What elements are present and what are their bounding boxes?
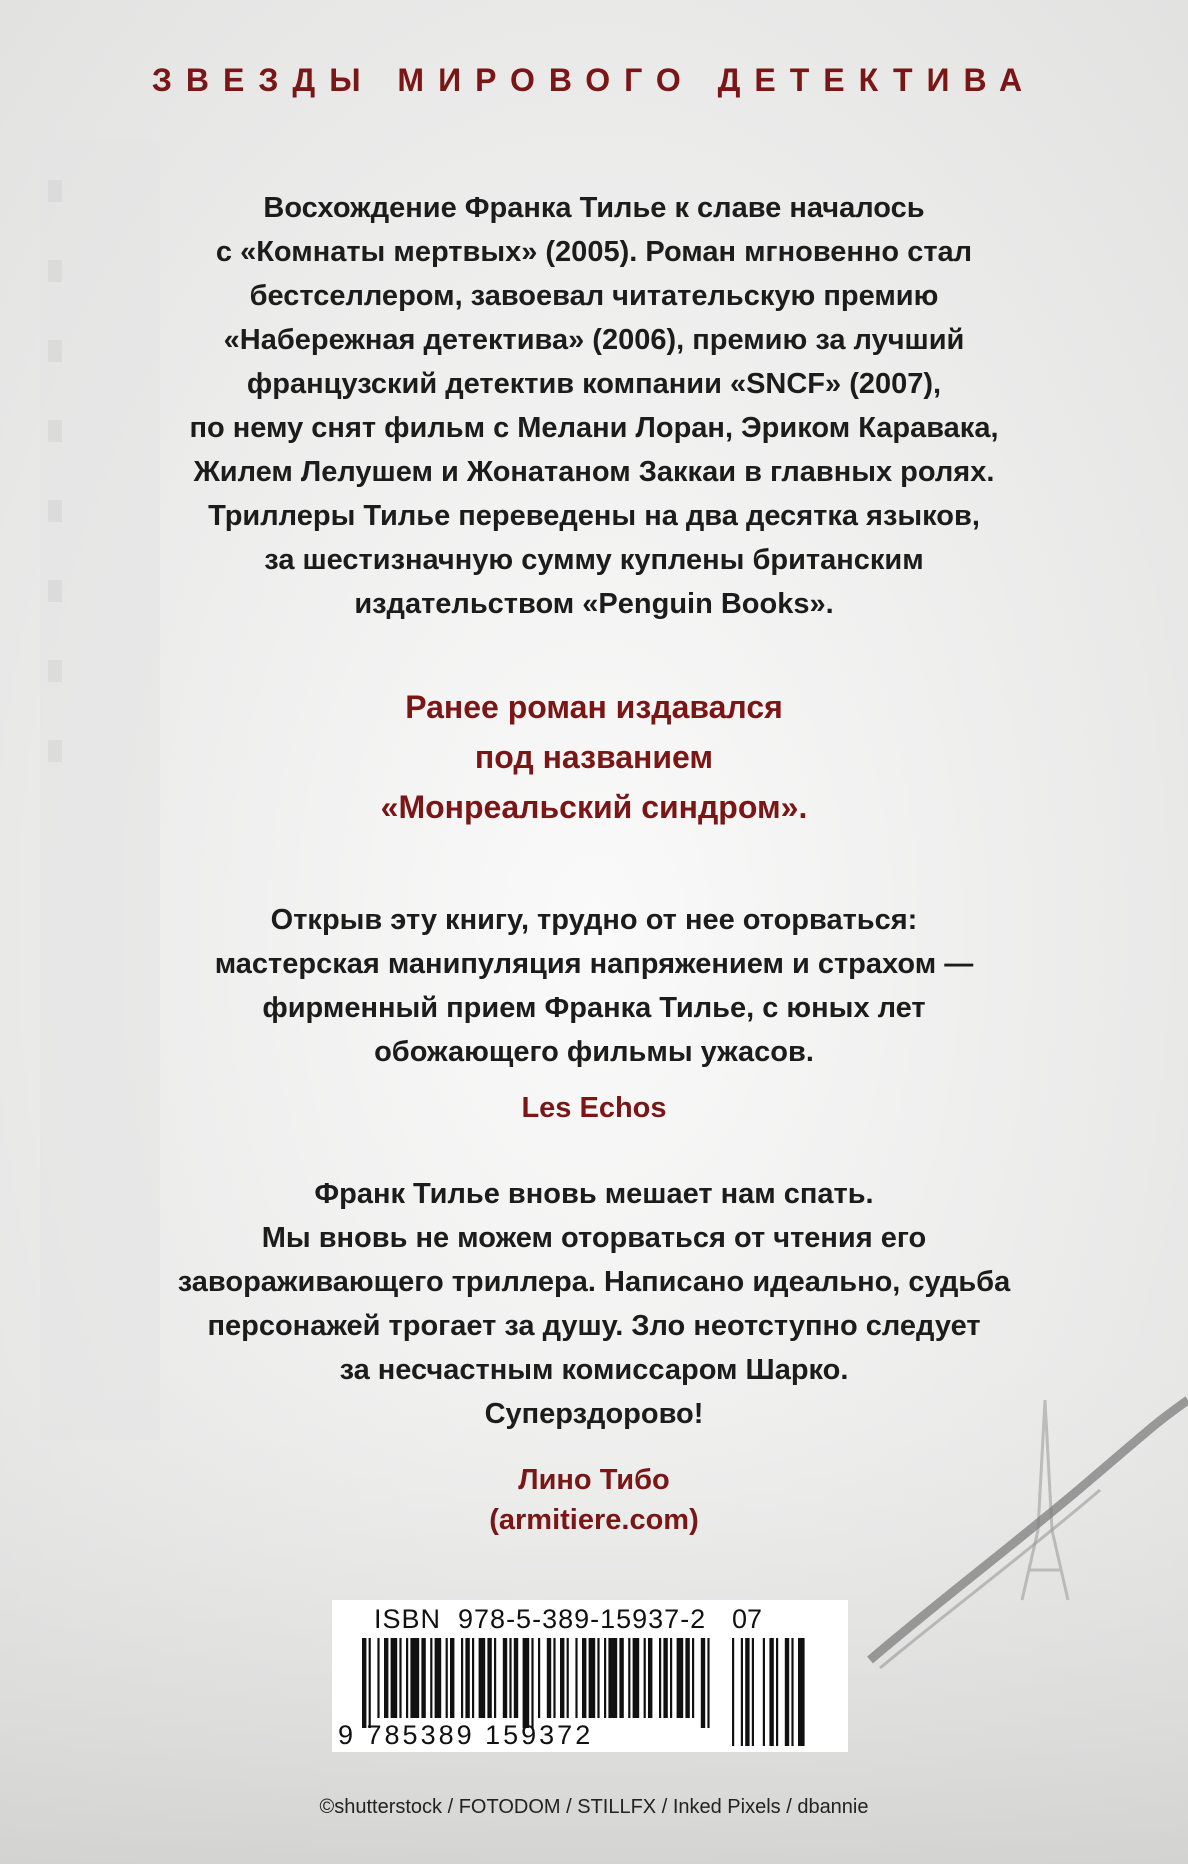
barcode-bar	[608, 1638, 617, 1718]
barcode-bar	[589, 1638, 596, 1718]
photo-credits: ©shutterstock / FOTODOM / STILLFX / Inked Pixels / dbannie	[319, 1796, 869, 1818]
review-source: Les Echos	[521, 1092, 667, 1124]
barcode-bar	[421, 1638, 425, 1718]
barcode-bar	[523, 1638, 530, 1728]
barcode-bar	[494, 1638, 496, 1718]
barcode-bar	[487, 1638, 491, 1718]
barcode-bar	[465, 1638, 469, 1718]
review-line: Открыв эту книгу, трудно от нее оторваться:	[270, 904, 918, 936]
barcode-bar	[628, 1638, 630, 1718]
description-line: за шестизначную сумму куплены британским	[264, 544, 924, 576]
barcode-bar	[692, 1638, 694, 1718]
review-line: за несчастным комиссаром Шарко.	[339, 1354, 849, 1386]
barcode-bar	[619, 1638, 623, 1718]
review-line: Франк Тилье вновь мешает нам спать.	[314, 1178, 874, 1210]
barcode-bar	[707, 1638, 709, 1728]
barcode-bar	[391, 1638, 398, 1718]
barcode-addon-bar	[745, 1638, 749, 1746]
barcode-bar	[430, 1638, 432, 1718]
review-source-name: Лино Тибо	[518, 1464, 670, 1496]
barcode-addon: 07	[732, 1604, 763, 1634]
previous-title-line: Ранее роман издавался	[405, 689, 783, 725]
barcode-bar	[685, 1638, 689, 1718]
barcode-addon-bar	[776, 1638, 778, 1746]
barcode-bar	[633, 1638, 640, 1718]
barcode-addon-bar	[763, 1638, 765, 1746]
barcode-bar	[547, 1638, 551, 1718]
review-line: Суперздорово!	[484, 1398, 704, 1430]
barcode-bar	[663, 1638, 667, 1718]
barcode-addon-bar	[769, 1638, 773, 1746]
barcode-bar	[553, 1638, 555, 1718]
barcode-bar	[597, 1638, 599, 1718]
barcode-addon-bar	[785, 1638, 789, 1746]
description-line: Восхождение Франка Тилье к славе началось	[263, 192, 925, 224]
description-line: французский детектив компании «SNCF» (2007),	[246, 368, 942, 400]
description-line: бестселлером, завоевал читательскую премию	[249, 280, 939, 312]
ean-digits: 9 785389 159372	[338, 1720, 594, 1750]
description-line: Жилем Лелушем и Жонатаном Заккаи в главных ролях.	[193, 456, 995, 488]
barcode-bar	[648, 1638, 652, 1718]
isbn-text: ISBN 978-5-389-15937-2	[374, 1604, 707, 1634]
barcode-bar	[567, 1638, 569, 1718]
review-line: мастерская манипуляция напряжением и страхом —	[214, 948, 974, 980]
review-les-echos	[60, 898, 1128, 1074]
barcode-bar	[446, 1638, 448, 1718]
review-armitiere	[60, 1172, 1128, 1436]
barcode-bar	[377, 1638, 379, 1718]
barcode-bar	[369, 1638, 371, 1728]
barcode-bar	[450, 1638, 454, 1718]
barcode-addon-bar	[732, 1638, 734, 1746]
barcode-bar	[670, 1638, 672, 1718]
isbn-barcode	[332, 1600, 848, 1752]
barcode-bar	[575, 1638, 577, 1718]
barcode-bar	[701, 1638, 705, 1728]
description-line: издательством «Penguin Books».	[354, 588, 834, 620]
barcode-bar	[384, 1638, 388, 1718]
series-title: ЗВЕЗДЫ МИРОВОГО ДЕТЕКТИВА	[151, 62, 1037, 98]
barcode-addon-bar	[752, 1638, 754, 1746]
barcode-addon-bar	[798, 1638, 805, 1746]
previous-title-note	[60, 682, 1128, 832]
review-line: завораживающего триллера. Написано идеально, судьба	[177, 1266, 1011, 1298]
barcode-bar	[435, 1638, 442, 1718]
description-line: Триллеры Тилье переведены на два десятка языков,	[208, 500, 980, 532]
previous-title-line: под названием	[474, 739, 714, 775]
barcode-bar	[604, 1638, 606, 1718]
barcode-bar	[503, 1638, 507, 1718]
barcode-bar	[410, 1638, 419, 1718]
barcode-bar	[509, 1638, 511, 1718]
barcode-bar	[582, 1638, 586, 1718]
barcode-bar	[472, 1638, 474, 1718]
barcode-bar	[659, 1638, 661, 1718]
barcode-bar	[538, 1638, 540, 1718]
review-line: фирменный прием Франка Тилье, с юных лет	[262, 992, 926, 1024]
barcode-bar	[677, 1638, 684, 1718]
barcode-bar	[479, 1638, 486, 1718]
barcode-addon-bar	[791, 1638, 793, 1746]
description-line: с «Комнаты мертвых» (2005). Роман мгновенно стал	[215, 236, 973, 268]
barcode-bar	[399, 1638, 401, 1718]
barcode-addon-bar	[741, 1638, 743, 1746]
review-line: персонажей трогает за душу. Зло неотступно следует	[207, 1310, 981, 1342]
barcode-bar	[362, 1638, 366, 1728]
description-line: «Набережная детектива» (2006), премию за лучший	[223, 324, 965, 356]
barcode-bar	[560, 1638, 564, 1718]
barcode-bar	[461, 1638, 463, 1718]
barcode-bar	[644, 1638, 646, 1718]
review-line: обожающего фильмы ужасов.	[374, 1036, 814, 1068]
barcode-bar	[514, 1638, 518, 1718]
description-line: по нему снят фильм с Мелани Лоран, Эриком Каравака,	[189, 412, 999, 444]
review-line: Мы вновь не можем оторваться от чтения его	[261, 1222, 927, 1254]
barcode-bar	[406, 1638, 408, 1718]
description	[60, 186, 1128, 626]
review-source-site: (armitiere.com)	[489, 1504, 699, 1536]
previous-title-line: «Монреальский синдром».	[380, 789, 808, 825]
barcode-bar	[531, 1638, 533, 1728]
